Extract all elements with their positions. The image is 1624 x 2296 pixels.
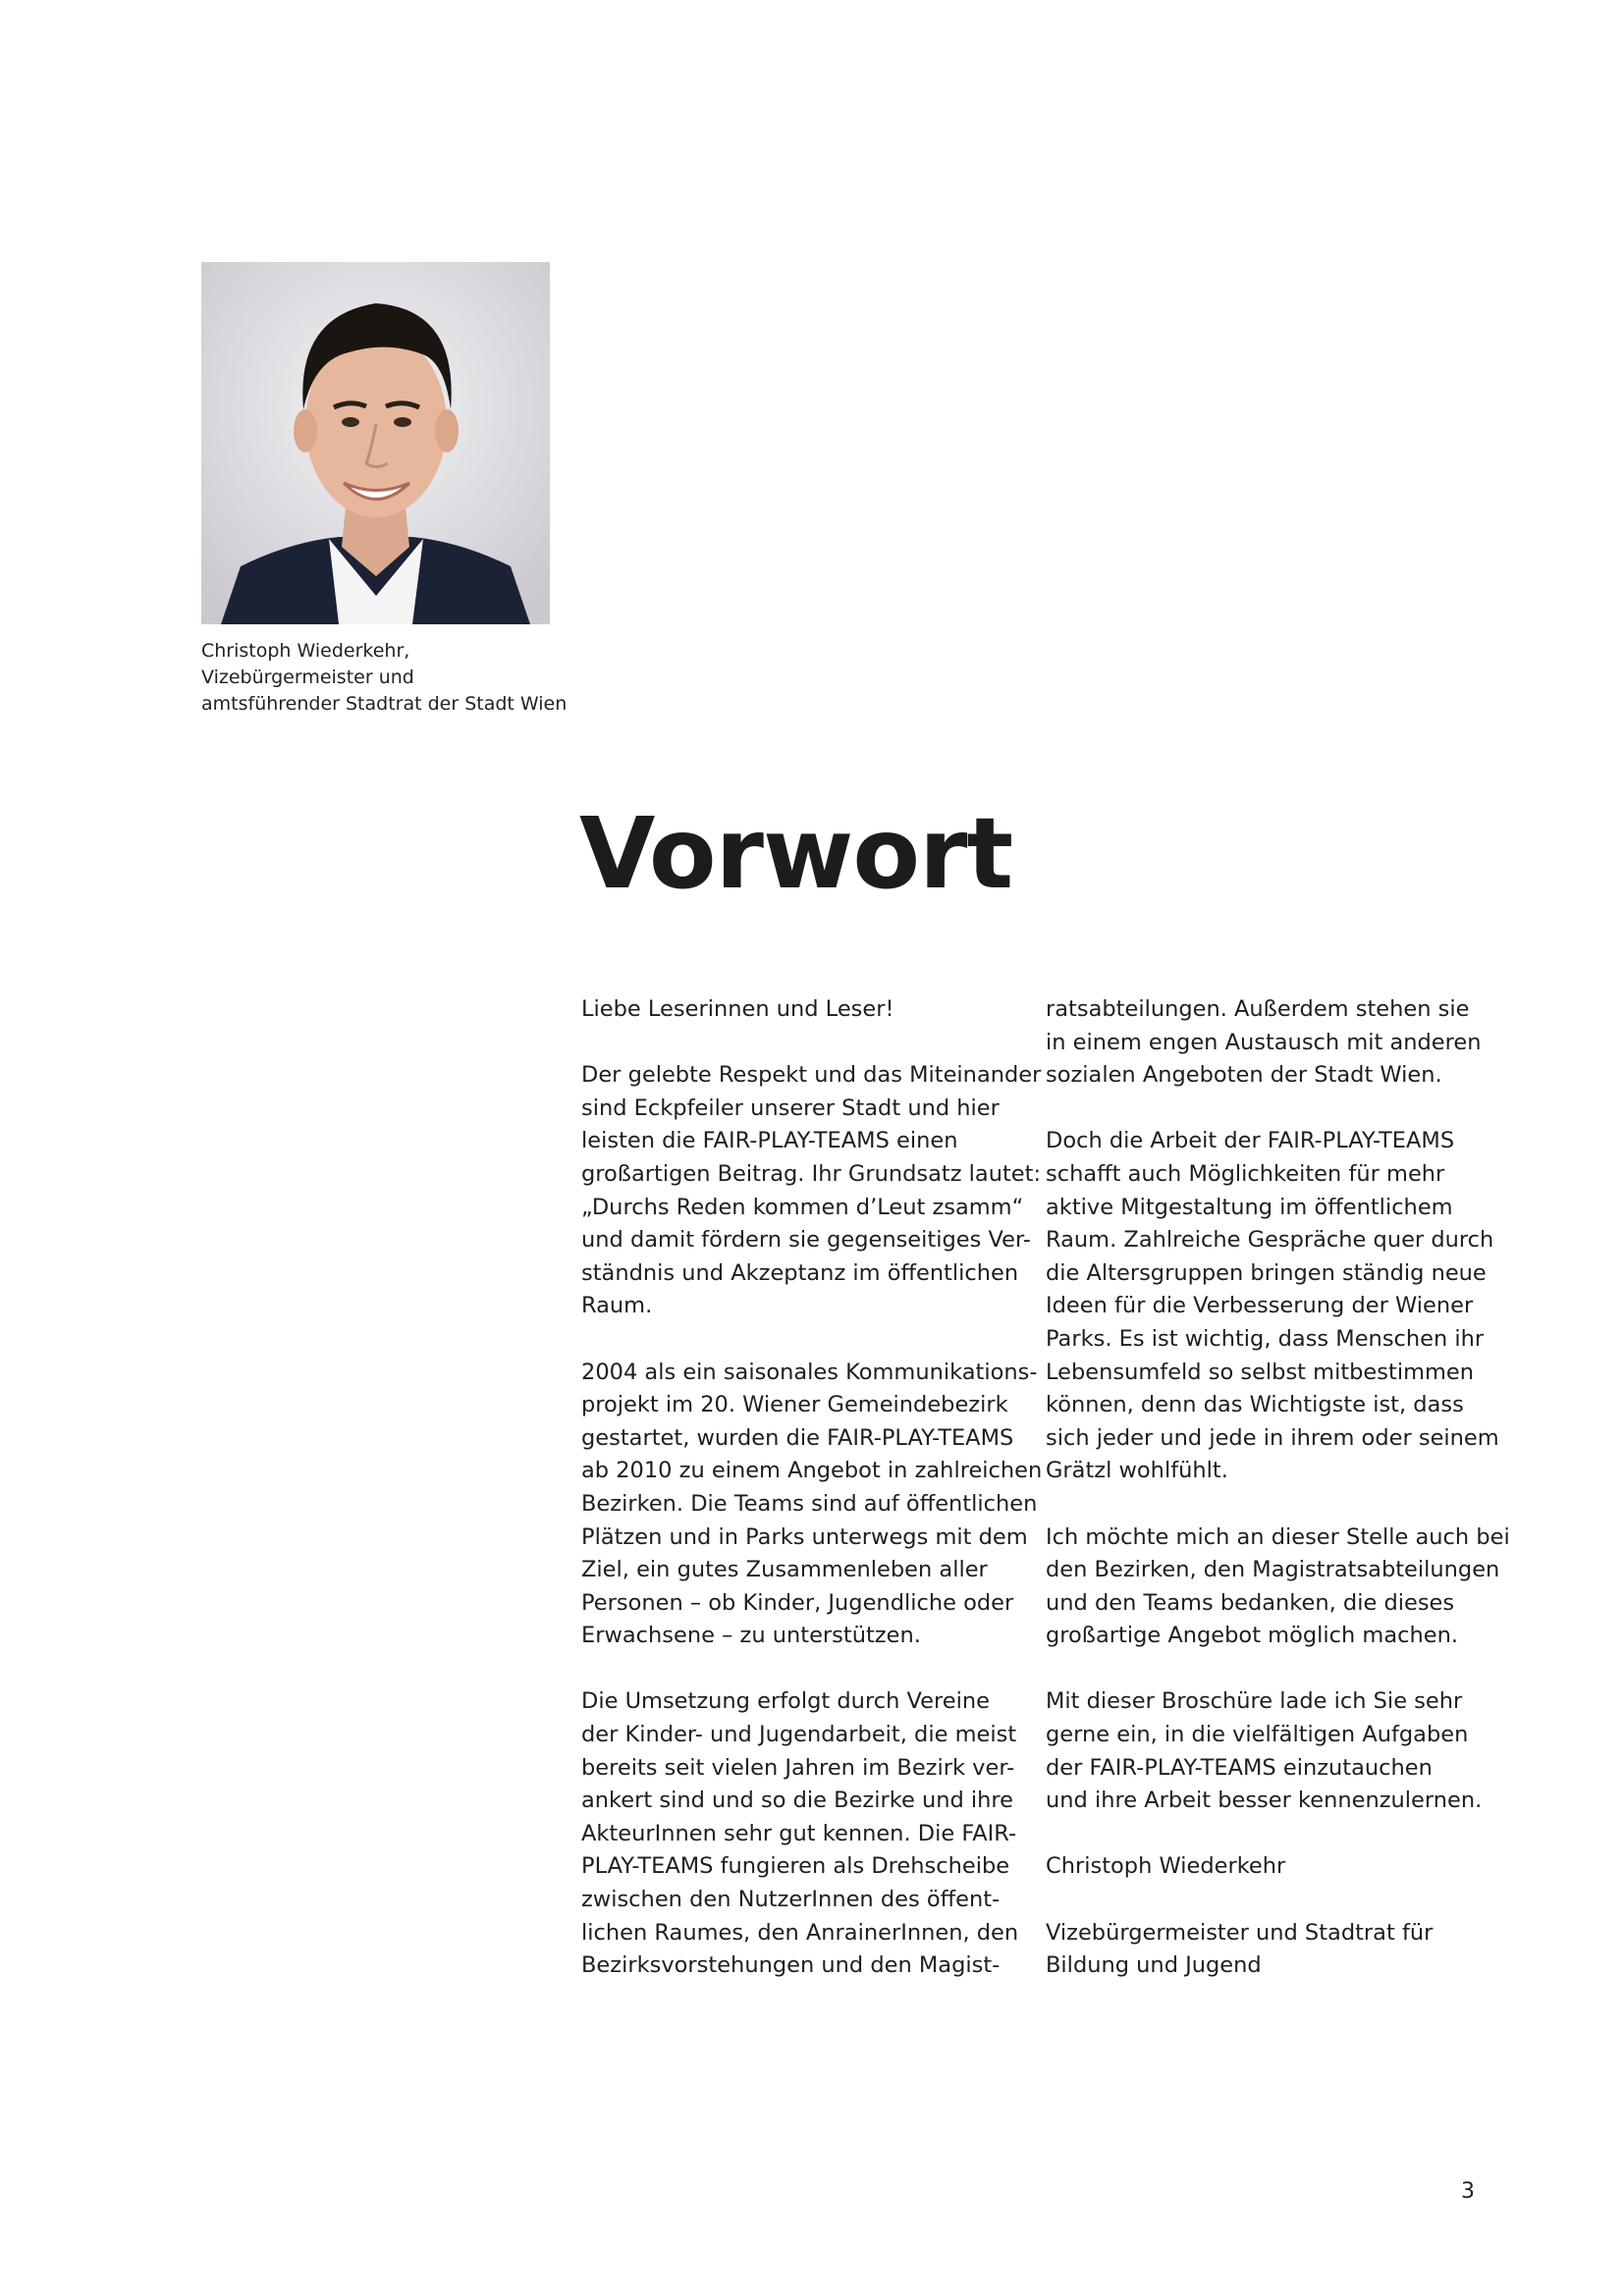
text-line: zwischen den NutzerInnen des öffent- (581, 1887, 1001, 1913)
text-line: PLAY-TEAMS fungieren als Drehscheibe (581, 1853, 1010, 1880)
portrait-caption (201, 638, 614, 718)
text-line: Doch die Arbeit der FAIR-PLAY-TEAMS (1046, 1128, 1455, 1154)
page-number: 3 (1461, 2179, 1475, 2204)
text-line: Erwachsene – zu unterstützen. (581, 1623, 921, 1649)
text-line: und ihre Arbeit besser kennenzulernen. (1046, 1788, 1483, 1814)
text-line: großartige Angebot möglich machen. (1046, 1623, 1459, 1649)
paragraph (1046, 1850, 1488, 1884)
text-line: projekt im 20. Wiener Gemeindebezirk (581, 1392, 1008, 1418)
text-line: Bildung und Jugend (1046, 1952, 1262, 1979)
text-line: Ziel, ein gutes Zusammenleben aller (581, 1557, 988, 1583)
text-line: Ideen für die Verbesserung der Wiener (1046, 1293, 1474, 1319)
text-line: sozialen Angeboten der Stadt Wien. (1046, 1062, 1442, 1089)
text-line: der FAIR-PLAY-TEAMS einzutauchen (1046, 1754, 1433, 1781)
text-line: Lebensumfeld so selbst mitbestimmen (1046, 1359, 1475, 1385)
text-line: bereits seit vielen Jahren im Bezirk ver- (581, 1754, 1015, 1781)
portrait-illustration (201, 262, 550, 624)
text-line: Plätzen und in Parks unterwegs mit dem (581, 1523, 1028, 1550)
paragraph (581, 1685, 1023, 1982)
text-line: Parks. Es ist wichtig, dass Menschen ihr (1046, 1325, 1485, 1352)
text-line: ratsabteilungen. Außerdem stehen sie (1046, 996, 1470, 1022)
paragraph (581, 1059, 1042, 1323)
text-line: Raum. Zahlreiche Gespräche quer durch (1046, 1227, 1494, 1254)
text-line: AkteurInnen sehr gut kennen. Die FAIR- (581, 1820, 1017, 1846)
caption-line: Vizebürgermeister und (201, 667, 414, 688)
text-line: in einem engen Austausch mit anderen (1046, 1029, 1482, 1055)
text-line: Bezirksvorstehungen und den Magist- (581, 1952, 1001, 1979)
text-line: den Bezirken, den Magistratsabteilungen (1046, 1557, 1500, 1583)
caption-line: Christoph Wiederkehr, (201, 640, 410, 662)
text-line: Raum. (581, 1293, 653, 1319)
text-line: schafft auch Möglichkeiten für mehr (1046, 1160, 1445, 1187)
page-title: Vorwort (579, 796, 1013, 911)
text-line: Vizebürgermeister und Stadtrat für (1046, 1919, 1434, 1946)
text-line: Liebe Leserinnen und Leser! (581, 996, 894, 1022)
text-line: Mit dieser Broschüre lade ich Sie sehr (1046, 1688, 1463, 1715)
text-line: aktive Mitgestaltung im öffentlichem (1046, 1194, 1453, 1220)
paragraph (581, 1357, 1043, 1653)
portrait-photo (201, 262, 550, 624)
text-line: Ich möchte mich an dieser Stelle auch bei (1046, 1523, 1510, 1550)
text-line: Bezirken. Die Teams sind auf öffentlichen (581, 1490, 1038, 1517)
text-line: ab 2010 zu einem Angebot in zahlreichen (581, 1458, 1043, 1484)
text-line: Grätzl wohlfühlt. (1046, 1458, 1228, 1484)
text-line: großartigen Beitrag. Ihr Grundsatz lautet: (581, 1160, 1042, 1187)
text-line: gerne ein, in die vielfältigen Aufgaben (1046, 1722, 1469, 1748)
text-column-right (1046, 993, 1510, 2015)
text-line: Personen – ob Kinder, Jugendliche oder (581, 1589, 1014, 1616)
text-line: sind Eckpfeiler unserer Stadt und hier (581, 1095, 1000, 1121)
text-line: Christoph Wiederkehr (1046, 1853, 1286, 1880)
paragraph (1046, 993, 1488, 1093)
text-line: 2004 als ein saisonales Kommunikations- (581, 1359, 1038, 1385)
caption-line: amtsführender Stadtrat der Stadt Wien (201, 693, 568, 715)
text-line: Die Umsetzung erfolgt durch Vereine (581, 1688, 990, 1715)
text-line: ständnis und Akzeptanz im öffentlichen (581, 1259, 1019, 1286)
text-line: Der gelebte Respekt und das Miteinander (581, 1062, 1042, 1089)
text-line: und damit fördern sie gegenseitiges Ver- (581, 1227, 1031, 1254)
paragraph (1046, 1125, 1499, 1488)
text-line: der Kinder- und Jugendarbeit, die meist (581, 1722, 1017, 1748)
paragraph (1046, 1917, 1488, 1983)
paragraph (581, 993, 1023, 1027)
paragraph (1046, 1685, 1488, 1817)
text-line: leisten die FAIR-PLAY-TEAMS einen (581, 1128, 958, 1154)
text-line: können, denn das Wichtigste ist, dass (1046, 1392, 1464, 1418)
text-line: die Altersgruppen bringen ständig neue (1046, 1259, 1487, 1286)
paragraph (1046, 1522, 1510, 1653)
text-line: lichen Raumes, den AnrainerInnen, den (581, 1919, 1019, 1946)
text-line: gestartet, wurden die FAIR-PLAY-TEAMS (581, 1424, 1014, 1451)
text-column-left (581, 993, 1043, 2015)
text-line: ankert sind und so die Bezirke und ihre (581, 1788, 1014, 1814)
text-line: und den Teams bedanken, die dieses (1046, 1589, 1455, 1616)
text-line: sich jeder und jede in ihrem oder seinem (1046, 1424, 1499, 1451)
text-line: „Durchs Reden kommen d’Leut zsamm“ (581, 1194, 1024, 1220)
